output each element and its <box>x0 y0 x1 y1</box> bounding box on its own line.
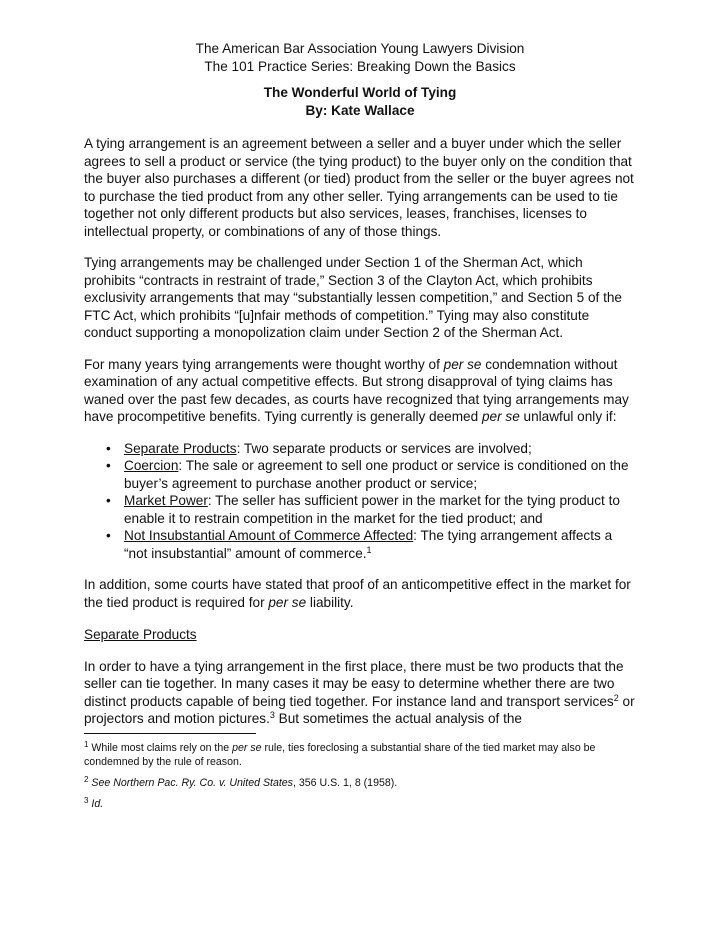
footnote-ref: 1 <box>366 544 372 555</box>
section-heading: Separate Products <box>84 627 197 642</box>
list-item-term: Market Power <box>124 493 208 508</box>
list-item-term: Coercion <box>124 458 179 473</box>
footnote-ref: 2 <box>613 692 619 703</box>
text-run: unlawful only if: <box>519 409 617 424</box>
footnote-number: 3 <box>84 795 89 805</box>
text-run: liability. <box>306 594 354 610</box>
text-run: In order to have a tying arrangement in the first place, there must be two products that the seller can tie together. In many cases it may be easy to determine whether there are two distinct products capable of being tied together. For instance land and transport services <box>84 658 624 709</box>
italic-term: per se <box>268 594 307 610</box>
paragraph-separate-products <box>84 658 636 728</box>
elements-list <box>84 440 636 563</box>
text-run: rule, ties foreclosing a substantial share of the tied market may also be condemned by the rule of reason. <box>84 741 596 768</box>
case-citation: Id. <box>91 797 104 810</box>
footnote-2 <box>84 776 636 790</box>
series-header-line-1: The American Bar Association Young Lawyers Division <box>195 41 525 56</box>
text-run: In addition, some courts have stated that proof of an anticompetitive effect in the market for the tied product is required for <box>84 577 631 610</box>
text-run: , 356 U.S. 1, 8 (1958). <box>292 776 398 789</box>
list-item-term: Not Insubstantial Amount of Commerce Affected <box>124 528 414 543</box>
bullet-marker: • <box>106 493 111 508</box>
text-run: For many years tying arrangements were thought worthy of <box>84 356 444 372</box>
paragraph-anticompetitive-effect <box>84 576 636 611</box>
footnote-ref: 3 <box>269 710 275 720</box>
footnote-number: 1 <box>84 739 89 749</box>
footnote-separator <box>84 733 256 734</box>
bullet-marker: • <box>106 528 111 543</box>
list-item <box>84 457 636 492</box>
case-citation: See Northern Pac. Ry. Co. v. United States <box>91 776 293 789</box>
italic-term: per se <box>443 356 482 372</box>
paragraph-statutes: Tying arrangements may be challenged under Section 1 of the Sherman Act, which prohibits “contracts in restraint of trade,” Section 3 of the Clayton Act, which prohibits exclusivity arrangements that may “substantially lessen competition,” and Section 5 of the FTC Act, which prohibits “[u]nfair methods of competition.” Tying may also constitute conduct supporting a monopolization claim under Section 2 of the Sherman Act. <box>84 255 622 340</box>
list-item-term: Separate Products <box>124 440 237 456</box>
text-run: But sometimes the actual analysis of the <box>274 711 522 726</box>
bullet-marker: • <box>106 440 111 456</box>
list-item-text: : The seller has sufficient power in the market for the tying product to enable it to restrain competition in the market for the tied product; and <box>124 493 620 526</box>
list-item-text: : Two separate products or services are involved; <box>236 440 532 456</box>
paragraph-definition: A tying arrangement is an agreement between a seller and a buyer under which the seller agrees to sell a product or service (the tying product) to the buyer only on the condition that the buyer also purchases a different (or tied) product from the seller or the buyer agrees not to purchase the tied product from any other seller. Tying arrangements can be used to tie together not only different products but also services, leases, franchises, licenses to intellectual property, or combinations of any of those things. <box>84 136 634 239</box>
footnote-1 <box>84 741 636 769</box>
bullet-marker: • <box>106 458 111 473</box>
text-run: condemnation without examination of any actual competitive effects. But strong disapproval of tying claims has waned over the past few decades, as courts have recognized that tying arrangements may have procompetitive benefits. Tying currently is generally deemed <box>84 356 629 424</box>
text-run: While most claims rely on the <box>88 741 233 754</box>
text-run: or projectors and motion pictures. <box>84 693 635 726</box>
paragraph-per-se-history <box>84 356 636 426</box>
list-item <box>84 440 636 458</box>
italic-term: per se <box>232 741 262 754</box>
italic-term: per se <box>481 409 520 424</box>
document-page <box>84 40 636 811</box>
list-item-text: : The tying arrangement affects a “not insubstantial” amount of commerce. <box>124 528 613 561</box>
list-item-text: : The sale or agreement to sell one product or service is conditioned on the buyer’s agreement to purchase another product or service; <box>124 458 629 491</box>
list-item <box>84 527 636 562</box>
article-title: The Wonderful World of Tying <box>263 85 457 100</box>
footnote-number: 2 <box>84 774 89 784</box>
series-header-line-2: The 101 Practice Series: Breaking Down the Basics <box>204 58 516 74</box>
article-byline: By: Kate Wallace <box>305 102 415 118</box>
list-item <box>84 492 636 527</box>
footnote-3 <box>84 797 636 811</box>
